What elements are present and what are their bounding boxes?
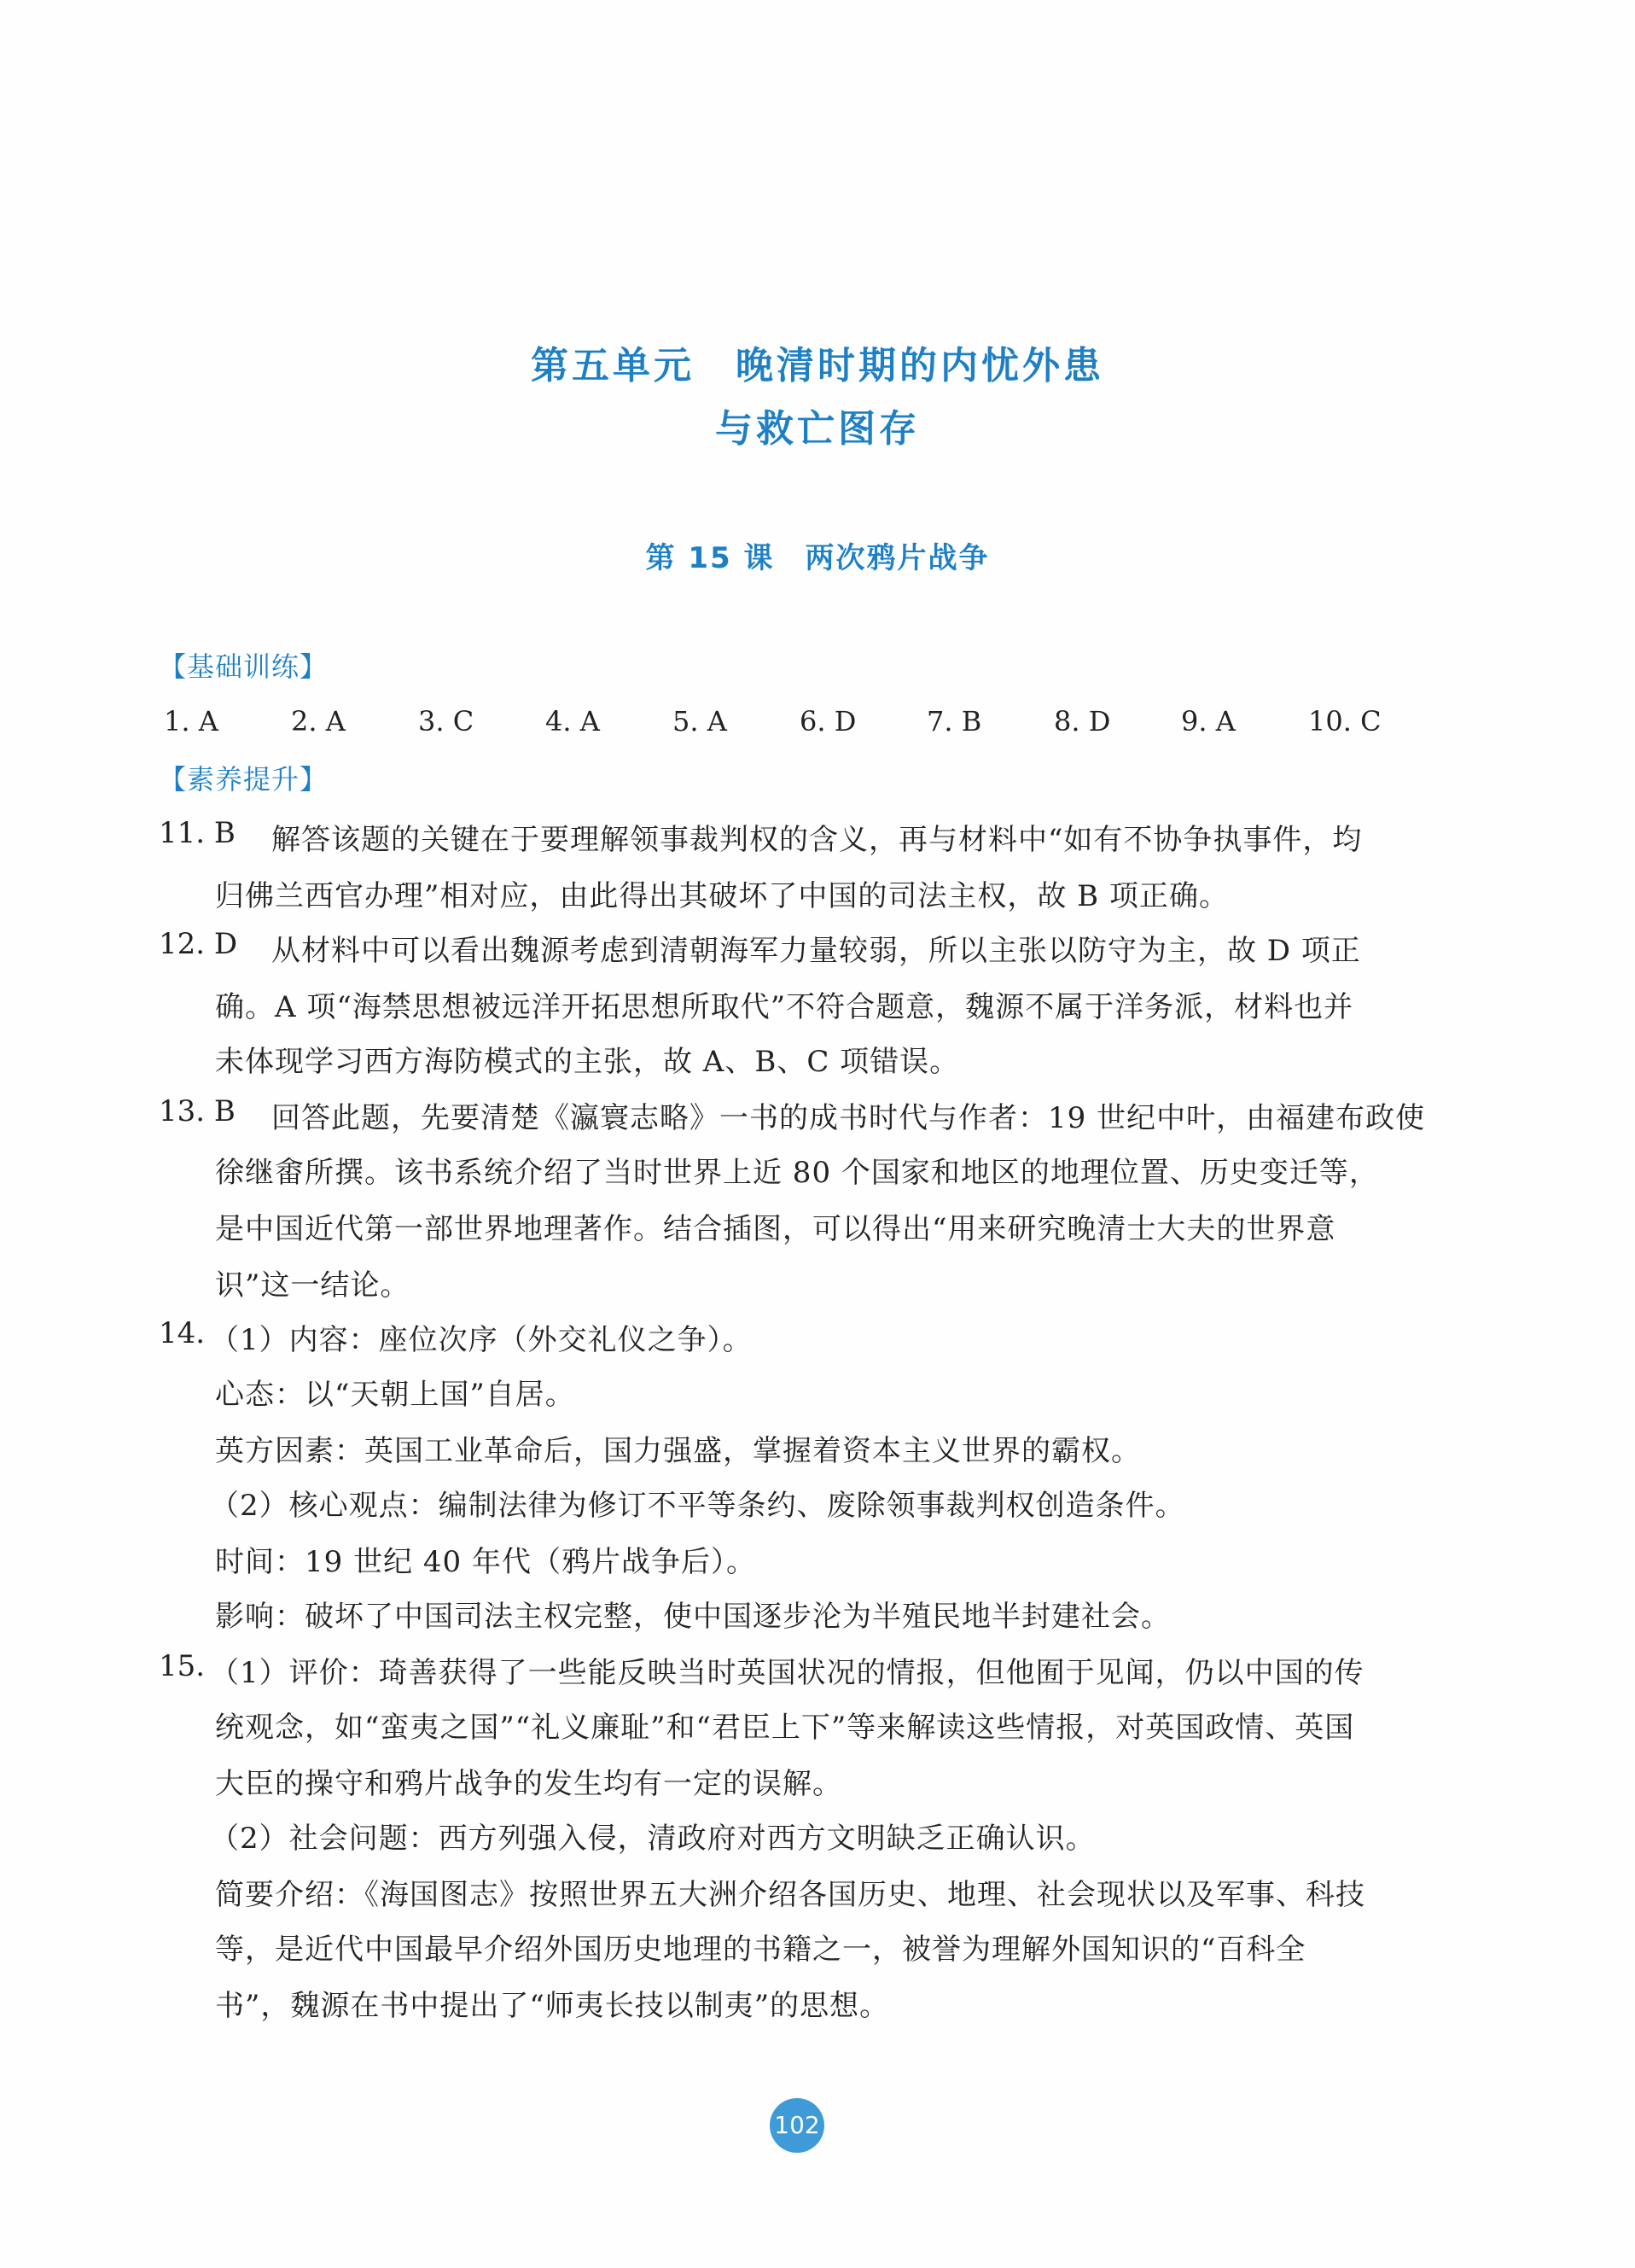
answer-text-line: 心态：以“天朝上国”自居。	[215, 1378, 575, 1412]
unit-title: 第五单元 晚清时期的内忧外患	[531, 344, 1104, 388]
question-number-15: 15.	[159, 1649, 206, 1683]
answer-text-line: （1）内容：座位次序（外交礼仪之争）。	[210, 1323, 753, 1357]
answer-item: 10. C	[1308, 705, 1382, 738]
page-number-badge: 102	[770, 2098, 824, 2153]
answer-text-line: 确。A 项“海禁思想被远洋开拓思想所取代”不符合题意，魏源不属于洋务派，材料也并	[215, 990, 1354, 1024]
answer-text-line: 简要介绍：《海国图志》按照世界五大洲介绍各国历史、地理、社会现状以及军事、科技	[215, 1878, 1365, 1912]
answer-text-line: （2）核心观点：编制法律为修订不平等条约、废除领事裁判权创造条件。	[210, 1489, 1185, 1523]
answer-text-line: 未体现学习西方海防模式的主张，故 A、B、C 项错误。	[215, 1045, 960, 1079]
answer-item: 3. C	[418, 705, 474, 738]
answer-text-line: 书”，魏源在书中提出了“师夷长技以制夷”的思想。	[215, 1989, 890, 2023]
question-number-12: 12. D	[159, 927, 238, 961]
section-label-advanced: 【素养提升】	[159, 763, 329, 796]
answer-item: 7. B	[927, 705, 982, 738]
answer-text-line: 大臣的操守和鸦片战争的发生均有一定的误解。	[215, 1767, 842, 1801]
unit-title-continued: 与救亡图存	[715, 407, 920, 451]
answer-text-line: 回答此题，先要清楚《瀛寰志略》一书的成书时代与作者：19 世纪中叶，由福建布政使	[271, 1101, 1426, 1135]
answer-item: 6. D	[800, 705, 857, 738]
answer-text-line: （2）社会问题：西方列强入侵，清政府对西方文明缺乏正确认识。	[210, 1822, 1096, 1856]
lesson-title: 第 15 课 两次鸦片战争	[645, 541, 990, 575]
question-number-13: 13. B	[159, 1094, 236, 1128]
answer-text-line: 归佛兰西官办理”相对应，由此得出其破坏了中国的司法主权，故 B 项正确。	[215, 879, 1229, 913]
answer-item: 2. A	[291, 705, 346, 738]
answer-text-line: 时间：19 世纪 40 年代（鸦片战争后）。	[215, 1545, 756, 1579]
answer-item: 5. A	[672, 705, 727, 738]
answer-item: 4. A	[545, 705, 600, 738]
answer-item: 8. D	[1054, 705, 1111, 738]
answer-text-line: （1）评价：琦善获得了一些能反映当时英国状况的情报，但他囿于见闻，仍以中国的传	[210, 1656, 1364, 1690]
question-number-14: 14.	[159, 1316, 206, 1350]
answer-text-line: 英方因素：英国工业革命后，国力强盛，掌握着资本主义世界的霸权。	[215, 1434, 1141, 1468]
answer-text-line: 统观念，如“蛮夷之国”“礼义廉耻”和“君臣上下”等来解读这些情报，对英国政情、英国	[215, 1711, 1355, 1745]
answer-text-line: 是中国近代第一部世界地理著作。结合插图，可以得出“用来研究晚清士大夫的世界意	[215, 1212, 1336, 1246]
answer-text-line: 徐继畬所撰。该书系统介绍了当时世界上近 80 个国家和地区的地理位置、历史变迁等，	[215, 1156, 1379, 1190]
answer-item: 9. A	[1181, 705, 1236, 738]
answer-text-line: 等，是近代中国最早介绍外国历史地理的书籍之一，被誉为理解外国知识的“百科全	[215, 1933, 1306, 1967]
answer-text-line: 识”这一结论。	[215, 1268, 410, 1303]
question-number-11: 11. B	[159, 816, 236, 850]
answer-item: 1. A	[164, 705, 218, 738]
answer-text-line: 解答该题的关键在于要理解领事裁判权的含义，再与材料中“如有不协争执事件，均	[271, 823, 1363, 857]
section-label-basic: 【基础训练】	[159, 650, 329, 683]
answer-text-line: 从材料中可以看出魏源考虑到清朝海军力量较弱，所以主张以防守为主，故 D 项正	[271, 934, 1361, 968]
answer-text-line: 影响：破坏了中国司法主权完整，使中国逐步沦为半殖民地半封建社会。	[215, 1600, 1171, 1634]
